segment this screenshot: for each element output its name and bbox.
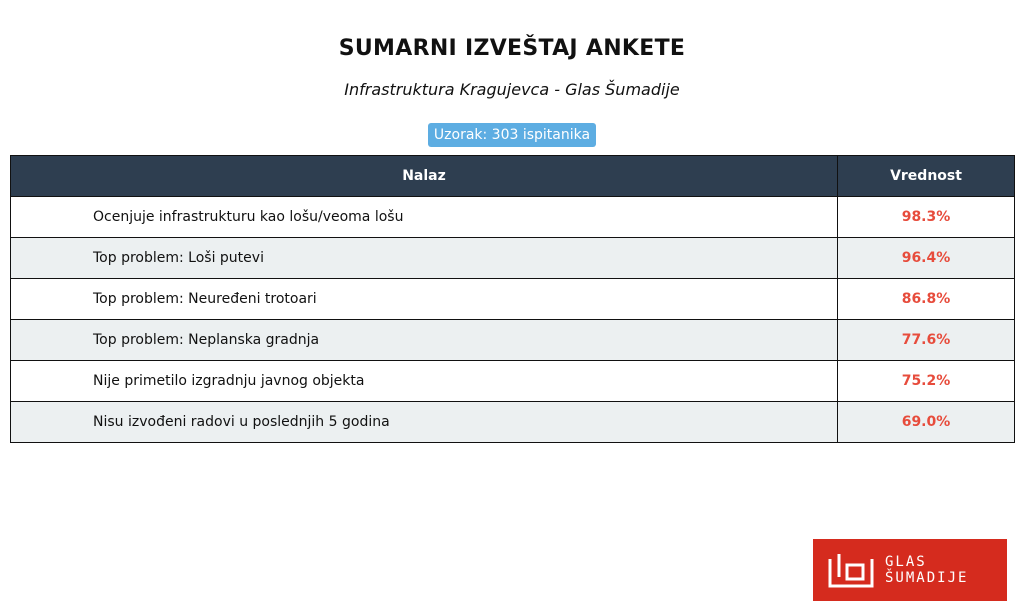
finding-label: Ocenjuje infrastrukturu kao lošu/veoma lošu [11,197,838,238]
logo-line-2: ŠUMADIJE [885,570,969,586]
sample-badge-wrapper [0,123,1024,147]
finding-label: Nisu izvođeni radovi u poslednjih 5 godina [11,402,838,443]
table-row [11,197,1015,238]
report-subtitle: Infrastruktura Kragujevca - Glas Šumadije [344,80,680,99]
finding-value: 69.0% [838,402,1015,443]
finding-value: 98.3% [838,197,1015,238]
table-header-row [11,156,1015,197]
finding-value: 96.4% [838,238,1015,279]
column-header-finding: Nalaz [11,156,838,197]
findings-table [10,155,1015,443]
finding-value: 86.8% [838,279,1015,320]
table-row [11,279,1015,320]
table-row [11,320,1015,361]
logo-mark-icon [827,551,875,589]
finding-value: 75.2% [838,361,1015,402]
sample-size-badge: Uzorak: 303 ispitanika [428,123,596,147]
table-row [11,361,1015,402]
finding-value: 77.6% [838,320,1015,361]
logo-line-1: GLAS [885,554,927,570]
finding-label: Top problem: Neuređeni trotoari [11,279,838,320]
finding-label: Top problem: Loši putevi [11,238,838,279]
glas-sumadije-logo [813,539,1007,601]
finding-label: Top problem: Neplanska gradnja [11,320,838,361]
report-title: SUMARNI IZVEŠTAJ ANKETE [338,36,686,61]
table-row [11,402,1015,443]
column-header-value: Vrednost [838,156,1015,197]
table-row [11,238,1015,279]
logo-wordmark [885,554,968,586]
finding-label: Nije primetilo izgradnju javnog objekta [11,361,838,402]
